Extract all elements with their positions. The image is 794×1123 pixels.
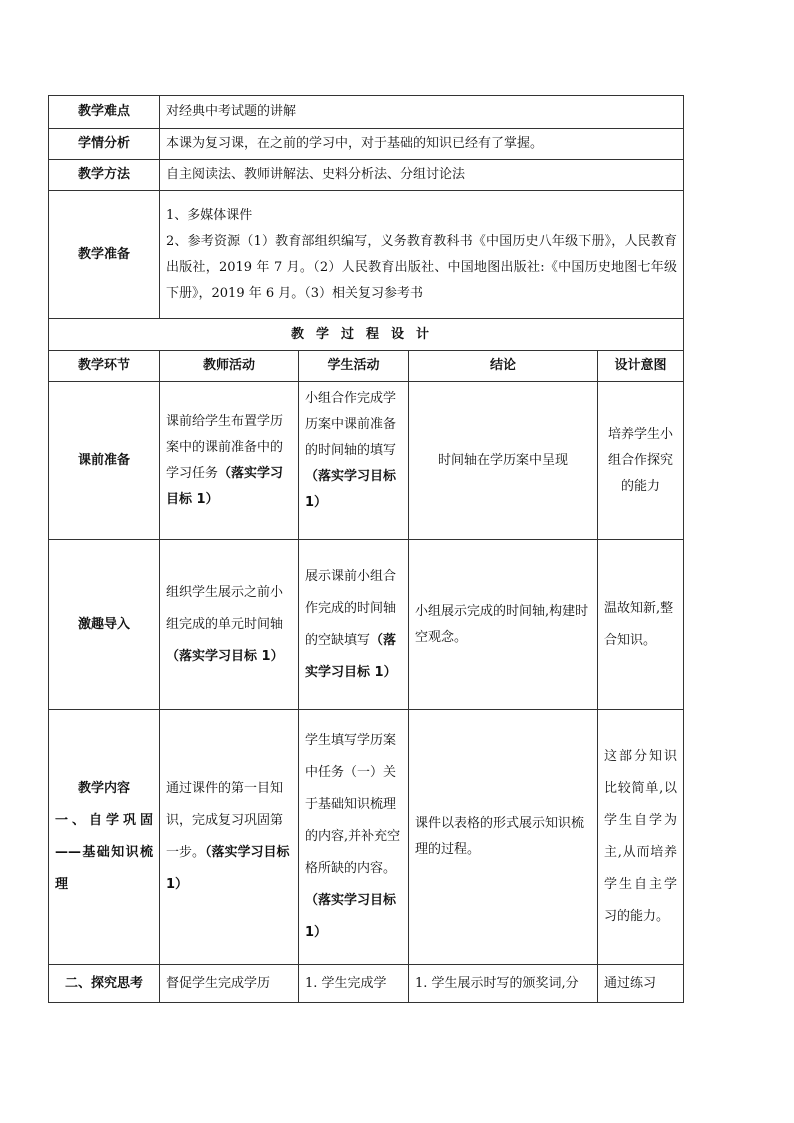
row-analysis [49, 129, 684, 160]
process-row-1 [49, 382, 684, 540]
value-analysis: 本课为复习课，在之前的学习中，对于基础的知识已经有了掌握。 [160, 129, 684, 160]
prep-line-1: 1、多媒体课件 [166, 207, 253, 223]
row-method [49, 160, 684, 191]
label-method: 教学方法 [49, 160, 160, 191]
stage-2: 激趣导入 [49, 540, 160, 710]
teacher-3-text: 通过课件的第一目知识，完成复习巩固第一步。 [166, 781, 284, 860]
stage-4: 二、探究思考 [49, 965, 160, 1003]
student-3-text: 学生填写学历案中任务（一）关于基础知识梳理的内容,并补充空格所缺的内容。 [305, 733, 401, 876]
lesson-plan-table [48, 95, 684, 1003]
label-analysis: 学情分析 [49, 129, 160, 160]
teacher-1-tag: （落实学习目标 1） [166, 465, 284, 507]
header-stage: 教学环节 [49, 351, 160, 382]
teacher-2 [160, 540, 299, 710]
row-difficulty [49, 96, 684, 129]
header-conclusion: 结论 [409, 351, 598, 382]
teacher-3 [160, 710, 299, 965]
student-4: 1. 学生完成学 [299, 965, 409, 1003]
stage-3-line-2: 一、自学巩固——基础知识梳理 [55, 813, 153, 892]
teacher-2-tag: （落实学习目标 1） [166, 648, 284, 664]
header-student: 学生活动 [299, 351, 409, 382]
conclusion-1: 时间轴在学历案中呈现 [409, 382, 598, 540]
student-3 [299, 710, 409, 965]
intent-3: 这部分知识比较简单,以学生自学为主,从而培养学生自主学习的能力。 [598, 710, 684, 965]
process-row-4 [49, 965, 684, 1003]
process-row-2 [49, 540, 684, 710]
student-2 [299, 540, 409, 710]
conclusion-3: 课件以表格的形式展示知识梳理的过程。 [409, 710, 598, 965]
label-difficulty: 教学难点 [49, 96, 160, 129]
student-1-text: 小组合作完成学历案中课前准备的时间轴的填写 [305, 391, 397, 458]
value-method: 自主阅读法、教师讲解法、史料分析法、分组讨论法 [160, 160, 684, 191]
student-1-tag: （落实学习目标 1） [305, 469, 397, 510]
section-title: 教学过程设计 [49, 319, 684, 351]
stage-1: 课前准备 [49, 382, 160, 540]
teacher-1 [160, 382, 299, 540]
teacher-3-tag: （落实学习目标 1） [166, 845, 290, 892]
label-prep: 教学准备 [49, 191, 160, 319]
teacher-2-text: 组织学生展示之前小组完成的单元时间轴 [166, 584, 284, 632]
header-intent: 设计意图 [598, 351, 684, 382]
row-headers [49, 351, 684, 382]
header-teacher: 教师活动 [160, 351, 299, 382]
value-prep [160, 191, 684, 319]
teacher-4: 督促学生完成学历 [160, 965, 299, 1003]
process-row-3 [49, 710, 684, 965]
student-1 [299, 382, 409, 540]
conclusion-4: 1. 学生展示时写的颁奖词,分 [409, 965, 598, 1003]
student-3-tag: （落实学习目标 1） [305, 893, 397, 940]
prep-line-2: 2、参考资源（1）教育部组织编写，义务教育教科书《中国历史八年级下册》，人民教育出版社，2019 年 7 月。（2）人民教育出版社、中国地图出版社:《中国历史地图七年级下册》，2019 年 6 月。（3）相关复习参考书 [166, 233, 678, 301]
row-prep [49, 191, 684, 319]
conclusion-2: 小组展示完成的时间轴,构建时空观念。 [409, 540, 598, 710]
intent-4: 通过练习 [598, 965, 684, 1003]
teacher-1-text: 课前给学生布置学历案中的课前准备中的学习任务 [166, 413, 284, 481]
row-section-title [49, 319, 684, 351]
value-difficulty: 对经典中考试题的讲解 [160, 96, 684, 129]
student-2-tag: （落实学习目标 1） [305, 632, 397, 680]
intent-1: 培养学生小组合作探究的能力 [598, 382, 684, 540]
stage-3 [49, 710, 160, 965]
intent-2: 温故知新,整合知识。 [598, 540, 684, 710]
student-2-text: 展示课前小组合作完成的时间轴的空缺填写 [305, 568, 397, 648]
stage-3-line-1: 教学内容 [77, 781, 130, 796]
